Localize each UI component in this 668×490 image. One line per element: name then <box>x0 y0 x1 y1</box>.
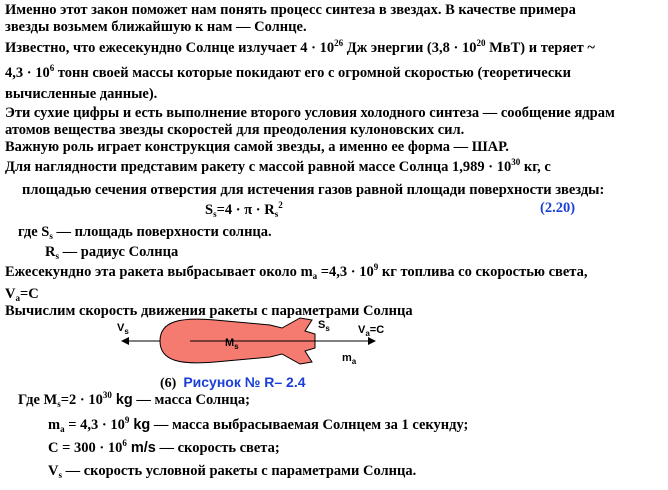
formula-number: (2.20) <box>540 200 576 216</box>
svg-text:Va=C: $V_a=C$ <box>358 324 385 338</box>
ms-label: M <box>225 337 235 349</box>
paragraph-line: площадью сечения отверстия для истечения газов равной площади поверхности звезды: <box>22 182 605 198</box>
paragraph-line: Для наглядности представим ракету с массой равной массе Солнца $1,989 \cdot 10^{30}$ кг, с <box>5 157 551 175</box>
paragraph-line: атомов вещества звезды скоростей для преодоления кулоновских сил. <box>5 122 465 138</box>
definition-line: $V_s$ — скорость условной ракеты с параметрами Солнца. <box>48 463 417 480</box>
ma-label: m <box>342 352 352 364</box>
paragraph-line: звезды возьмем ближайшую к нам — Солнце. <box>5 19 307 35</box>
figure-caption: (6) Рисунок № R– 2.4 <box>160 374 306 391</box>
definition-line: где $S_s$ — площадь поверхности солнца. <box>18 224 272 241</box>
va-label: V <box>358 324 366 336</box>
ss-label: S <box>318 319 326 331</box>
paragraph-line: вычисленные данные). <box>5 86 158 102</box>
svg-text:ma: $m_a$ <box>342 352 357 366</box>
paragraph-line: Эти сухие цифры и есть выполнение второго условия холодного синтеза — сообщение ядрам <box>5 105 615 121</box>
svg-text:Vs: $V_s$ <box>117 322 129 336</box>
paragraph-line: Ежесекундно эта ракета выбрасывает около $m_a =4,3 \cdot 10^9$ кг топлива со скоростью света, <box>5 262 588 281</box>
definition-line: Где $M_s=2 \cdot 10^{30}$ kg — масса Солнца; <box>18 390 250 409</box>
definition-line: $C = 300 \cdot 10^6$ m/s — скорость света; <box>48 438 280 456</box>
paragraph-line: Важную роль играет конструкция самой звезды, а именно ее форма — ШАР. <box>5 139 509 155</box>
definition-line: $m_a = 4,3 \cdot 10^9$ kg — масса выбрасываемая Солнцем за 1 секунду; <box>48 415 469 434</box>
formula-surface-area: $S_s=4 \cdot \pi \cdot R_s^2$ <box>205 200 283 219</box>
paragraph-line: $V_a=C$ <box>5 286 39 303</box>
svg-text:Ms: $M_s$ <box>225 337 239 351</box>
svg-text:Ss: $S_s$ <box>318 319 330 333</box>
paragraph-line: Вычислим скорость движения ракеты с параметрами Солнца <box>5 303 413 319</box>
definition-line: $R_s$ — радиус Солнца <box>45 244 179 261</box>
paragraph-line: $4,3 \cdot 10^6$ тонн своей массы которые покидают его с огромной скоростью (теоретически <box>5 63 571 81</box>
paragraph-line: Известно, что ежесекундно Солнце излучает $4 \cdot 10^{26}$ Дж энергии ($3,8 \cdot 10^{20}$ МвТ) и теряет ~ <box>5 38 595 56</box>
paragraph-line: Именно этот закон поможет нам понять процесс синтеза в звездах. В качестве примера <box>5 2 576 18</box>
rocket-diagram <box>0 316 420 372</box>
vs-label: V <box>117 322 125 334</box>
